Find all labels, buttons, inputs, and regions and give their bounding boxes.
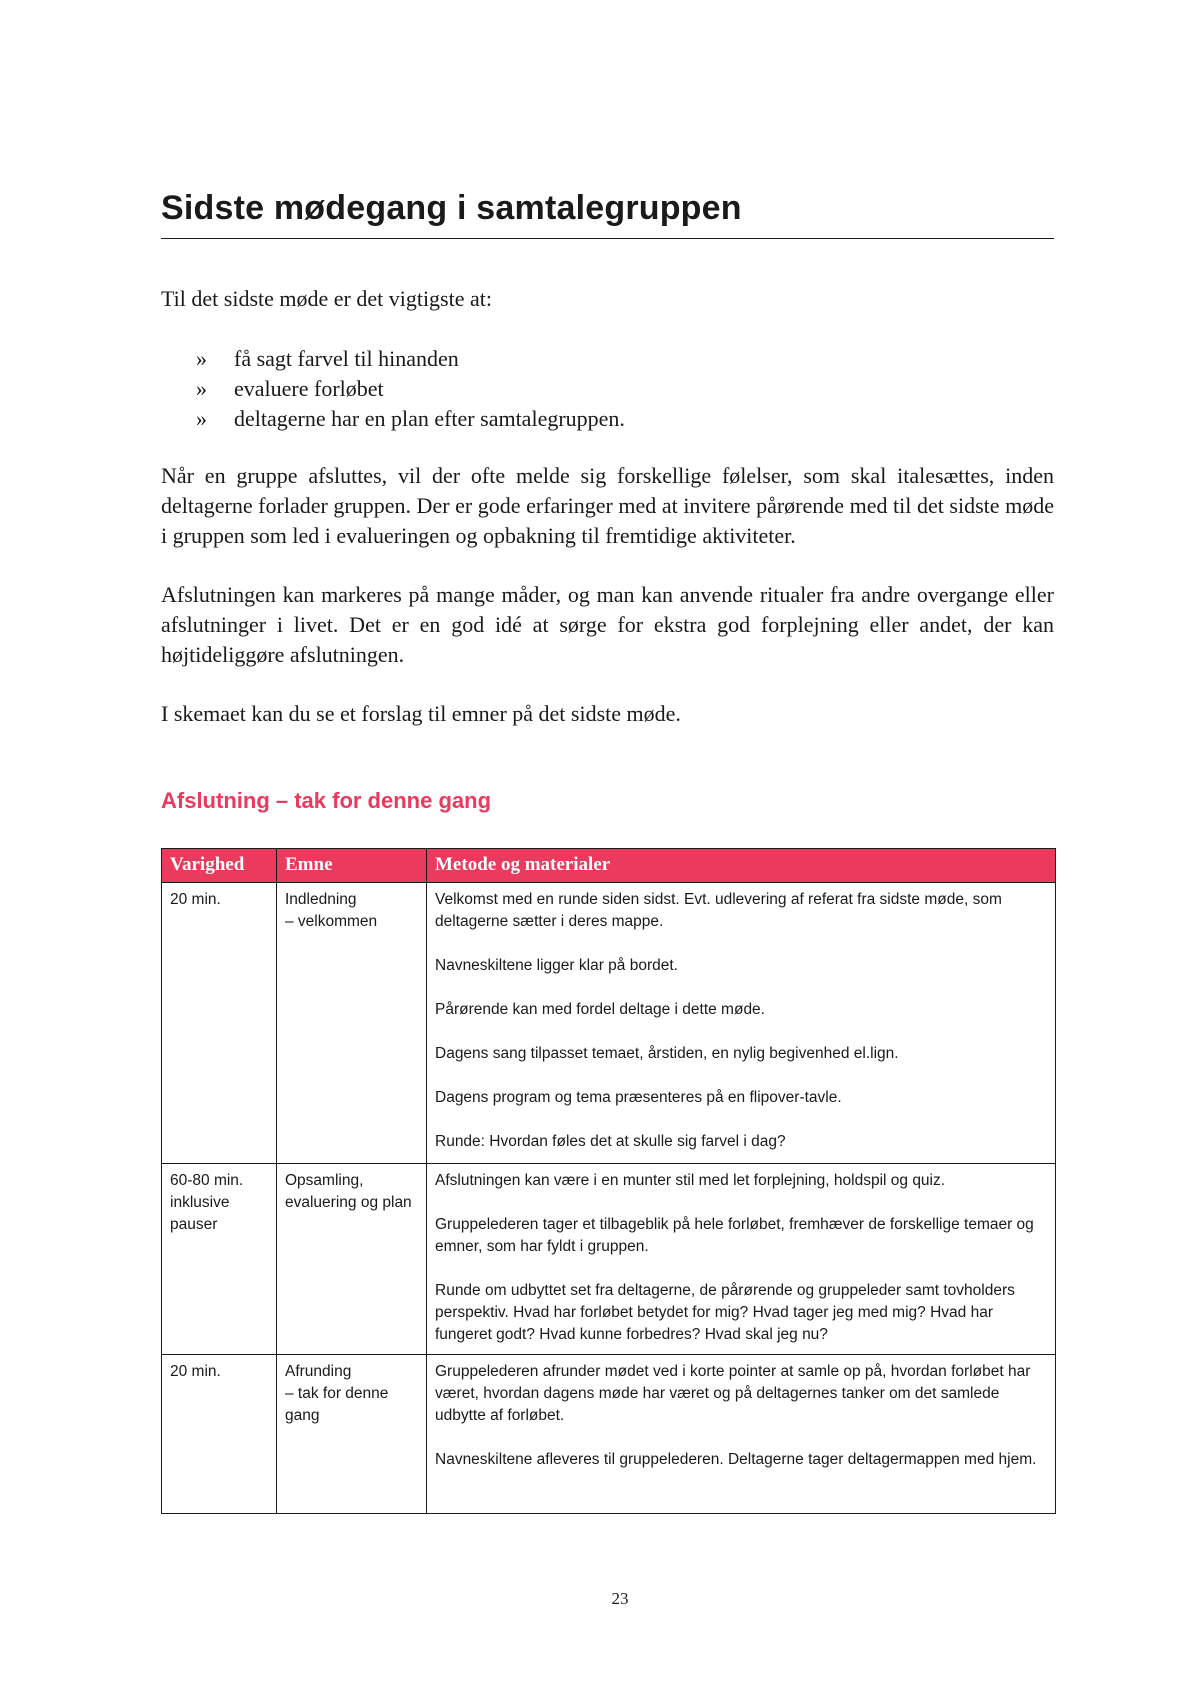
column-header-duration: Varighed bbox=[162, 849, 277, 883]
column-header-topic: Emne bbox=[277, 849, 427, 883]
method-text: Gruppelederen tager et tilbageblik på hele forløbet, fremhæver de forskellige temaer og emner, som har fyldt i gruppen. bbox=[435, 1216, 1034, 1255]
duration-cell bbox=[162, 1355, 277, 1514]
topic-text: gang bbox=[285, 1407, 320, 1424]
bullet-item bbox=[161, 404, 625, 434]
topic-text: Opsamling, bbox=[285, 1172, 364, 1189]
bullet-text: deltagerne har en plan efter samtalegruppen. bbox=[234, 406, 625, 431]
bullet-list bbox=[161, 344, 625, 434]
bullet-marker: » bbox=[196, 406, 207, 431]
schedule-table bbox=[161, 848, 1056, 1514]
method-text: Navneskiltene ligger klar på bordet. bbox=[435, 957, 678, 974]
topic-cell bbox=[277, 1355, 427, 1514]
method-text: Afslutningen kan være i en munter stil med let forplejning, holdspil og quiz. bbox=[435, 1172, 946, 1189]
duration-cell bbox=[162, 1164, 277, 1355]
table-row bbox=[162, 1355, 1056, 1514]
method-cell bbox=[427, 1164, 1056, 1355]
method-cell bbox=[427, 1355, 1056, 1514]
method-text: Runde: Hvordan føles det at skulle sig farvel i dag? bbox=[435, 1133, 786, 1150]
topic-cell bbox=[277, 883, 427, 1164]
bullet-marker: » bbox=[196, 346, 207, 371]
duration-cell bbox=[162, 883, 277, 1164]
duration-text: 20 min. bbox=[170, 891, 221, 908]
paragraph: I skemaet kan du se et forslag til emner på det sidste møde. bbox=[161, 701, 681, 726]
bullet-text: evaluere forløbet bbox=[234, 376, 384, 401]
duration-text: inklusive bbox=[170, 1194, 230, 1211]
method-text: Pårørende kan med fordel deltage i dette møde. bbox=[435, 1001, 765, 1018]
paragraph: Når en gruppe afsluttes, vil der ofte melde sig forskellige følelser, som skal italesættes, inden deltagerne forlader gruppen. Der er gode erfaringer med at invitere pårørende med til det sidste møde i gruppen som led i evalueringen og opbakning til fremtidige aktiviteter. bbox=[161, 463, 1054, 548]
method-text: Runde om udbyttet set fra deltagerne, de pårørende og gruppeleder samt tovholders perspektiv. Hvad har forløbet betydet for mig? Hvad tager jeg med mig? Hvad har fungeret godt? Hvad kunne forbedres? Hvad skal jeg nu? bbox=[435, 1282, 1015, 1343]
method-text: Dagens sang tilpasset temaet, årstiden, en nylig begivenhed el.lign. bbox=[435, 1045, 899, 1062]
topic-text: evaluering og plan bbox=[285, 1194, 412, 1211]
method-text: Navneskiltene afleveres til gruppelederen. Deltagerne tager deltagermappen med hjem. bbox=[435, 1451, 1037, 1468]
page-number: 23 bbox=[611, 1589, 629, 1608]
topic-cell bbox=[277, 1164, 427, 1355]
method-cell bbox=[427, 883, 1056, 1164]
bullet-item bbox=[161, 344, 625, 374]
column-header-method: Metode og materialer bbox=[427, 849, 1056, 883]
method-text: Velkomst med en runde siden sidst. Evt. udlevering af referat fra sidste møde, som deltagerne sætter i deres mappe. bbox=[435, 891, 1002, 930]
method-text: Dagens program og tema præsenteres på en flipover-tavle. bbox=[435, 1089, 842, 1106]
bullet-item bbox=[161, 374, 625, 404]
duration-text: 60-80 min. bbox=[170, 1172, 244, 1189]
table-header-row bbox=[162, 849, 1056, 883]
bullet-marker: » bbox=[196, 376, 207, 401]
topic-text: Afrunding bbox=[285, 1363, 352, 1380]
table-row bbox=[162, 1164, 1056, 1355]
topic-text: – velkommen bbox=[285, 913, 378, 930]
topic-text: – tak for denne bbox=[285, 1385, 389, 1402]
paragraph: Afslutningen kan markeres på mange måder, og man kan anvende ritualer fra andre overgange eller afslutninger i livet. Det er en god idé at sørge for ekstra god forplejning eller andet, der kan højtideliggøre afslutningen. bbox=[161, 582, 1054, 667]
duration-text: 20 min. bbox=[170, 1363, 221, 1380]
table-row bbox=[162, 883, 1056, 1164]
title-divider bbox=[161, 238, 1054, 239]
section-heading: Afslutning – tak for denne gang bbox=[161, 788, 492, 813]
intro-text: Til det sidste møde er det vigtigste at: bbox=[161, 286, 492, 311]
topic-text: Indledning bbox=[285, 891, 357, 908]
bullet-text: få sagt farvel til hinanden bbox=[234, 346, 459, 371]
duration-text: pauser bbox=[170, 1216, 218, 1233]
page-title: Sidste mødegang i samtalegruppen bbox=[161, 189, 742, 227]
method-text: Gruppelederen afrunder mødet ved i korte pointer at samle op på, hvordan forløbet har været, hvordan dagens møde har været og på deltagernes tanker om det samlede udbytte af forløbet. bbox=[435, 1363, 1031, 1424]
